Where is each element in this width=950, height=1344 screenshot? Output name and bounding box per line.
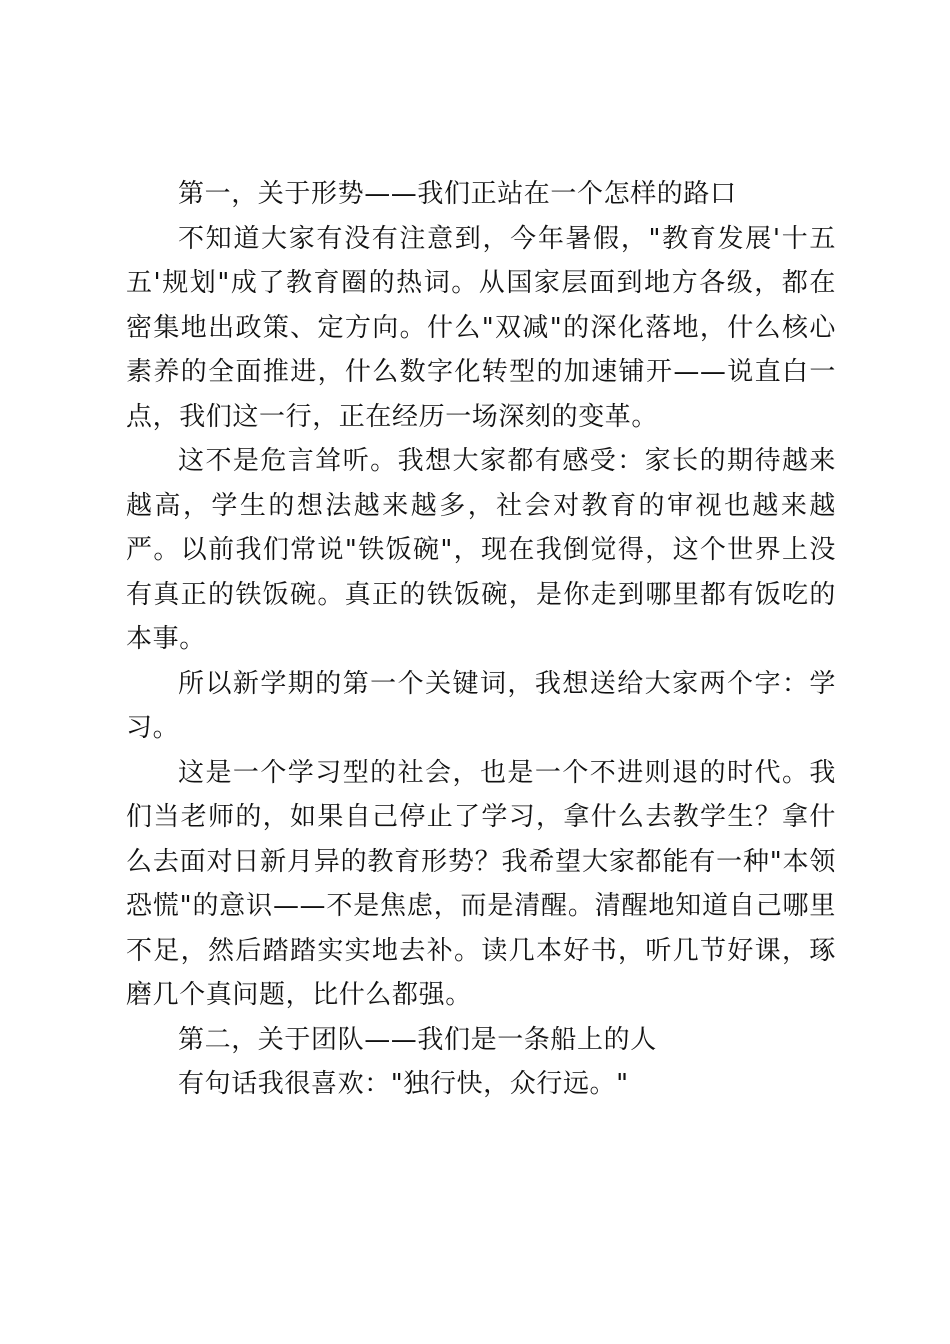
paragraph-first-keyword: 所以新学期的第一个关键词，我想送给大家两个字：学习。 — [126, 668, 836, 743]
paragraph-iron-rice-bowl: 这不是危言耸听。我想大家都有感受：家长的期待越来越高，学生的想法越来越多，社会对教育的审视也越来越严。以前我们常说"铁饭碗"，现在我倒觉得，这个世界上没有真正的铁饭碗。真正的铁饭碗，是你走到哪里都有饭吃的本事。 — [126, 446, 836, 654]
paragraph-summer-policy: 不知道大家有没有注意到，今年暑假，"教育发展'十五五'规划"成了教育圈的热词。从国家层面到地方各级，都在密集地出政策、定方向。什么"双减"的深化落地，什么核心素养的全面推进，什么数字化转型的加速铺开——说直白一点，我们这一行，正在经历一场深刻的变革。 — [126, 223, 836, 432]
paragraph-quote: 有句话我很喜欢："独行快，众行远。" — [178, 1069, 629, 1099]
document-body — [126, 172, 836, 1107]
paragraph-learning-society: 这是一个学习型的社会，也是一个不进则退的时代。我们当老师的，如果自己停止了学习，拿什么去教学生？拿什么去面对日新月异的教育形势？我希望大家都能有一种"本领恐慌"的意识——不是焦虑，而是清醒。清醒地知道自己哪里不足，然后踏踏实实地去补。读几本好书，听几节好课，琢磨几个真问题，比什么都强。 — [126, 757, 836, 1010]
section-heading-team: 第二，关于团队——我们是一条船上的人 — [178, 1024, 657, 1055]
section-heading-situation: 第一，关于形势——我们正站在一个怎样的路口 — [178, 179, 737, 209]
